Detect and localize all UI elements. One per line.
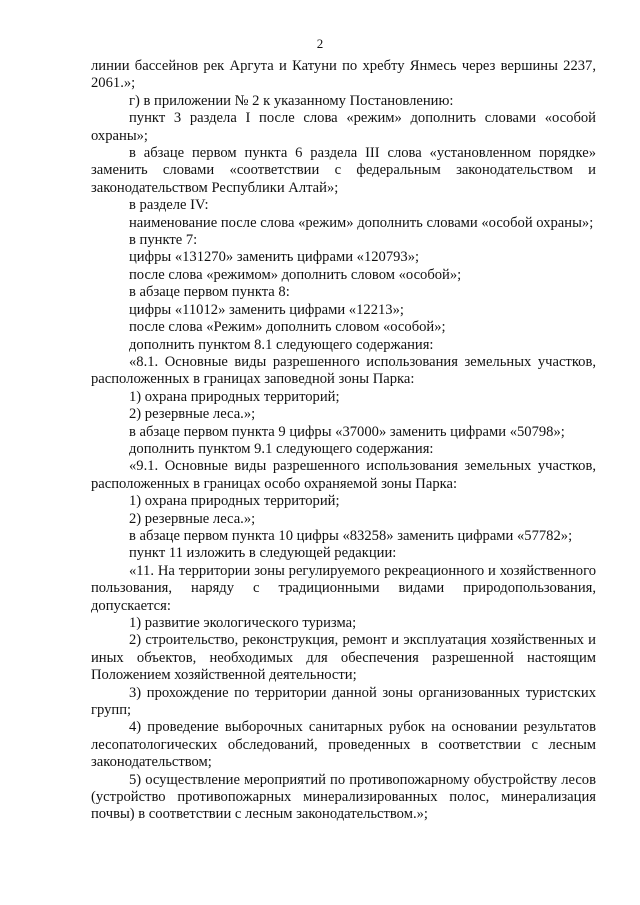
- paragraph: в разделе IV:: [129, 197, 209, 214]
- document-body: [91, 58, 596, 824]
- paragraph: цифры «131270» заменить цифрами «120793»;: [129, 249, 420, 266]
- paragraph: 2) строительство, реконструкция, ремонт и эксплуатация хозяйственных и иных объектов, необходимых для обеспечения разрешенной настоящим Положением хозяйственной деятельности;: [91, 632, 596, 684]
- paragraph: «9.1. Основные виды разрешенного использования земельных участков, расположенных в границах особо охраняемой зоны Парка:: [91, 458, 596, 492]
- paragraph: наименование после слова «режим» дополнить словами «особой охраны»;: [129, 214, 594, 231]
- paragraph: 1) охрана природных территорий;: [129, 493, 340, 510]
- paragraph: «8.1. Основные виды разрешенного использования земельных участков, расположенных в границах заповедной зоны Парка:: [91, 353, 596, 388]
- paragraph: в абзаце первом пункта 9 цифры «37000» заменить цифрами «50798»;: [129, 423, 565, 440]
- paragraph: в пункте 7:: [129, 232, 198, 249]
- paragraph: дополнить пунктом 9.1 следующего содержания:: [129, 440, 434, 457]
- paragraph: 4) проведение выборочных санитарных рубок на основании результатов лесопатологических обследований, проведенных в соответствии с лесным законодательством;: [91, 719, 596, 771]
- paragraph: 5) осуществление мероприятий по противопожарному обустройству лесов (устройство противопожарных минерализированных полос, минерализация почвы) в соответствии с лесным законодательством.»;: [91, 771, 596, 823]
- page-number: 2: [316, 36, 324, 51]
- paragraph: в абзаце первом пункта 6 раздела III слова «установленном порядке» заменить словами «соответствии с федеральным законодательством и законодательством Республики Алтай»;: [91, 145, 596, 196]
- paragraph: линии бассейнов рек Аргута и Катуни по хребту Янмесь через вершины 2237, 2061.»;: [91, 58, 596, 92]
- paragraph: г) в приложении № 2 к указанному Постановлению:: [129, 92, 454, 109]
- paragraph: дополнить пунктом 8.1 следующего содержания:: [129, 336, 434, 353]
- paragraph: 1) развитие экологического туризма;: [129, 615, 357, 631]
- paragraph: 1) охрана природных территорий;: [129, 388, 340, 405]
- paragraph: после слова «режимом» дополнить словом «особой»;: [129, 266, 462, 283]
- paragraph: 3) прохождение по территории данной зоны организованных туристских групп;: [91, 684, 596, 719]
- paragraph: 2) резервные леса.»;: [129, 510, 256, 527]
- paragraph: «11. На территории зоны регулируемого рекреационного и хозяйственного пользования, наряду с традиционными видами природопользования, допускается:: [91, 562, 596, 614]
- paragraph: в абзаце первом пункта 10 цифры «83258» заменить цифрами «57782»;: [129, 527, 573, 544]
- paragraph: пункт 11 изложить в следующей редакции:: [129, 545, 397, 562]
- paragraph: пункт 3 раздела I после слова «режим» дополнить словами «особой охраны»;: [91, 110, 596, 144]
- paragraph: в абзаце первом пункта 8:: [129, 284, 290, 301]
- paragraph: после слова «Режим» дополнить словом «особой»;: [129, 319, 446, 336]
- paragraph: 2) резервные леса.»;: [129, 406, 256, 423]
- paragraph: цифры «11012» заменить цифрами «12213»;: [129, 301, 404, 318]
